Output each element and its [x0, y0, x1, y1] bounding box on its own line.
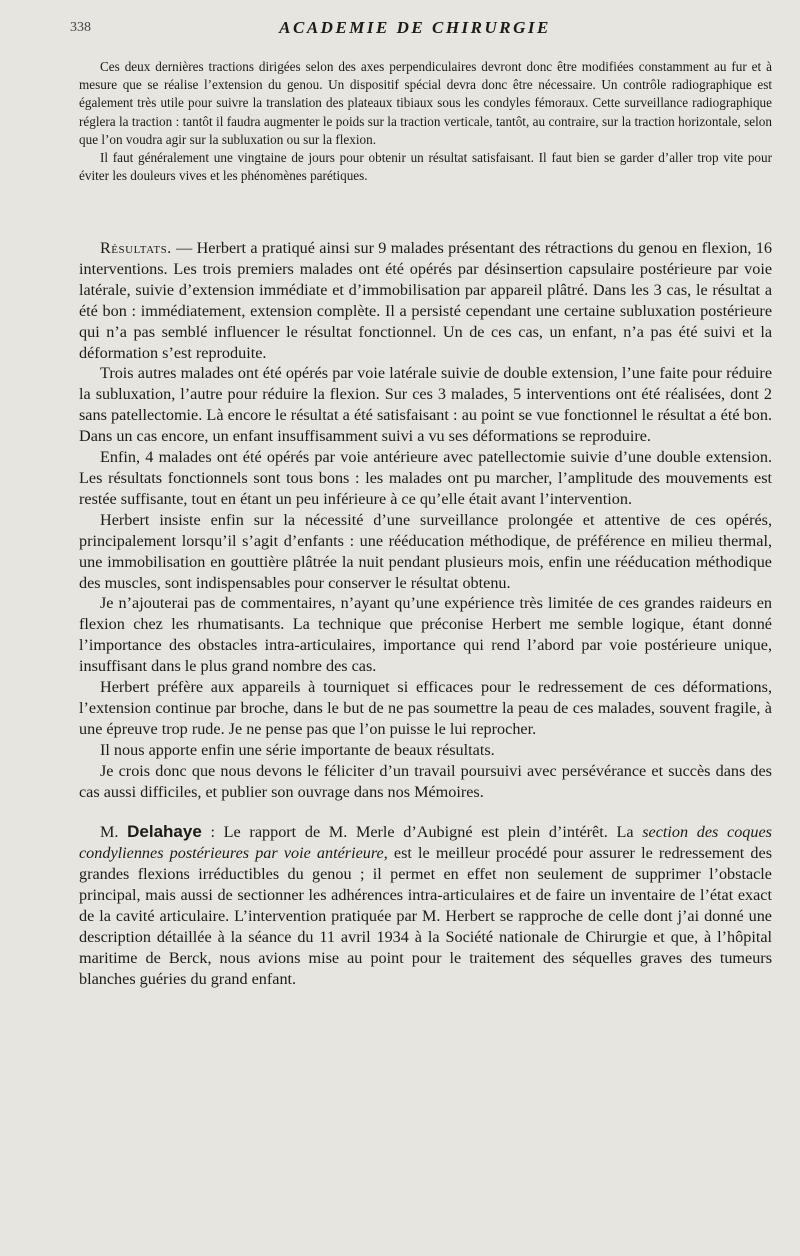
paragraph: Trois autres malades ont été opérés par voie latérale suivie de double extension, l’une faite pour réduire la subluxation, l’autre pour réduire la flexion. Sur ces 3 malades, 5 interventions ont été réalisées, dont 2 sans patellectomie. Là encore le résultat a été satisfaisant : au point se vue fonctionnel le résultat a été bon. Dans un cas encore, un enfant insuffisamment suivi a vu ses déformations se reproduire. — [79, 364, 772, 446]
paragraph: Je n’ajouterai pas de commentaires, n’ayant qu’une expérience très limitée de ces grandes raideurs en flexion chez les rhumatisants. La technique que préconise Herbert me semble logique, étant donné l’importance des obstacles intra-articulaires, importance qui rend l’abord par voie postérieure unique, insuffisant dans le plus grand nombre des cas. — [79, 594, 772, 676]
delahaye-text-before: Le rapport de M. Merle d’Aubigné est plein d’intérêt. La — [223, 823, 643, 842]
results-paragraph — [79, 238, 772, 363]
delahaye-text-after: , est le meilleur procédé pour assurer le redressement des grandes flexions irréductibles du genou ; il permet en effet non seulement de supprimer l’obstacle principal, mais aussi de sectionner les adhérences intra-articulaires et de faire un inventaire de l’état exact de la cavité articulaire. L’intervention pratiquée par M. Herbert se rapproche de celle dont j’ai donné une description détaillée à la séance du 11 avril 1934 à la Société nationale de Chirurgie et que, à l’hôpital maritime de Berck, nous avions mise au point pour le traitement des séquelles graves des tumeurs blanches guéries du grand enfant. — [79, 844, 772, 988]
paragraph: Il faut généralement une vingtaine de jours pour obtenir un résultat satisfaisant. Il faut bien se garder d’aller trop vite pour éviter les douleurs vives et les phénomènes parétiques. — [79, 150, 772, 184]
speaker-prefix: M. — [100, 823, 128, 842]
small-print-section — [79, 58, 772, 185]
delahaye-paragraph — [79, 822, 772, 989]
results-text: Herbert a pratiqué ainsi sur 9 malades présentant des rétractions du genou en flexion, 16 interventions. Les trois premiers malades ont été opérés par désinsertion capsulaire postérieure par voie latérale, suivie d’extension immédiate et d’immobilisation par appareil plâtré. Dans les 3 cas, le résultat a été bon : immédiatement, extension complète. Il a persisté cependant une certaine subluxation postérieure qui n’a pas semblé influencer le résultat fonctionnel. Un de ces cas, un enfant, n’a pas été suivi et la déformation s’est reproduite. — [79, 239, 773, 362]
journal-title: ACADEMIE DE CHIRURGIE — [279, 18, 551, 37]
paragraph: Il nous apporte enfin une série importante de beaux résultats. — [100, 740, 495, 759]
main-text-section — [79, 238, 772, 990]
paragraph: Enfin, 4 malades ont été opérés par voie antérieure avec patellectomie suivie d’une double extension. Les résultats fonctionnels sont tous bons : les malades ont pu marcher, l’amplitude des mouvements est restée suffisante, tout en étant un peu inférieure à ce qu’elle était avant l’intervention. — [79, 448, 772, 508]
paragraph: Herbert insiste enfin sur la nécessité d’une surveillance prolongée et attentive de ces opérés, principalement lorsqu’il s’agit d’enfants : une rééducation méthodique, de préférence en milieu thermal, une immobilisation en gouttière plâtrée la nuit pendant plusieurs mois, enfin une rééducation méthodique des muscles, sont indispensables pour conserver le résultat obtenu. — [79, 510, 772, 592]
paragraph: Ces deux dernières tractions dirigées selon des axes perpendiculaires devront donc être modifiées constamment au fur et à mesure que se réalise l’extension du genou. Un dispositif spécial devra donc être nécessaire. Un contrôle radiographique est également très utile pour suivre la translation des plateaux tibiaux sous les condyles fémoraux. Cette surveillance radiographique réglera la traction : tantôt il faudra augmenter le poids sur la traction verticale, tantôt, au contraire, sur la traction horizontale, selon que l’on voudra agir sur la subluxation ou sur la flexion. — [79, 59, 772, 147]
delahaye-italic: section des coques condyliennes postérieures par voie antérieure — [79, 823, 772, 863]
running-head — [70, 18, 760, 42]
speaker-name: Delahaye — [127, 822, 202, 842]
page-number: 338 — [70, 20, 91, 35]
paragraph: Je crois donc que nous devons le féliciter d’un travail poursuivi avec persévérance et succès dans des cas aussi difficiles, et publier son ouvrage dans nos Mémoires. — [79, 761, 772, 801]
results-dash: — — [171, 239, 197, 257]
paragraph: Herbert préfère aux appareils à tourniquet si efficaces pour le redressement de ces déformations, l’extension continue par broche, dans le but de ne pas soumettre la peau de ces malades, souvent fragile, à une épreuve trop rude. Je ne pense pas que l’on puisse le lui reprocher. — [79, 678, 772, 738]
results-heading: Résultats. — [100, 239, 172, 257]
speaker-colon: : — [201, 823, 224, 842]
